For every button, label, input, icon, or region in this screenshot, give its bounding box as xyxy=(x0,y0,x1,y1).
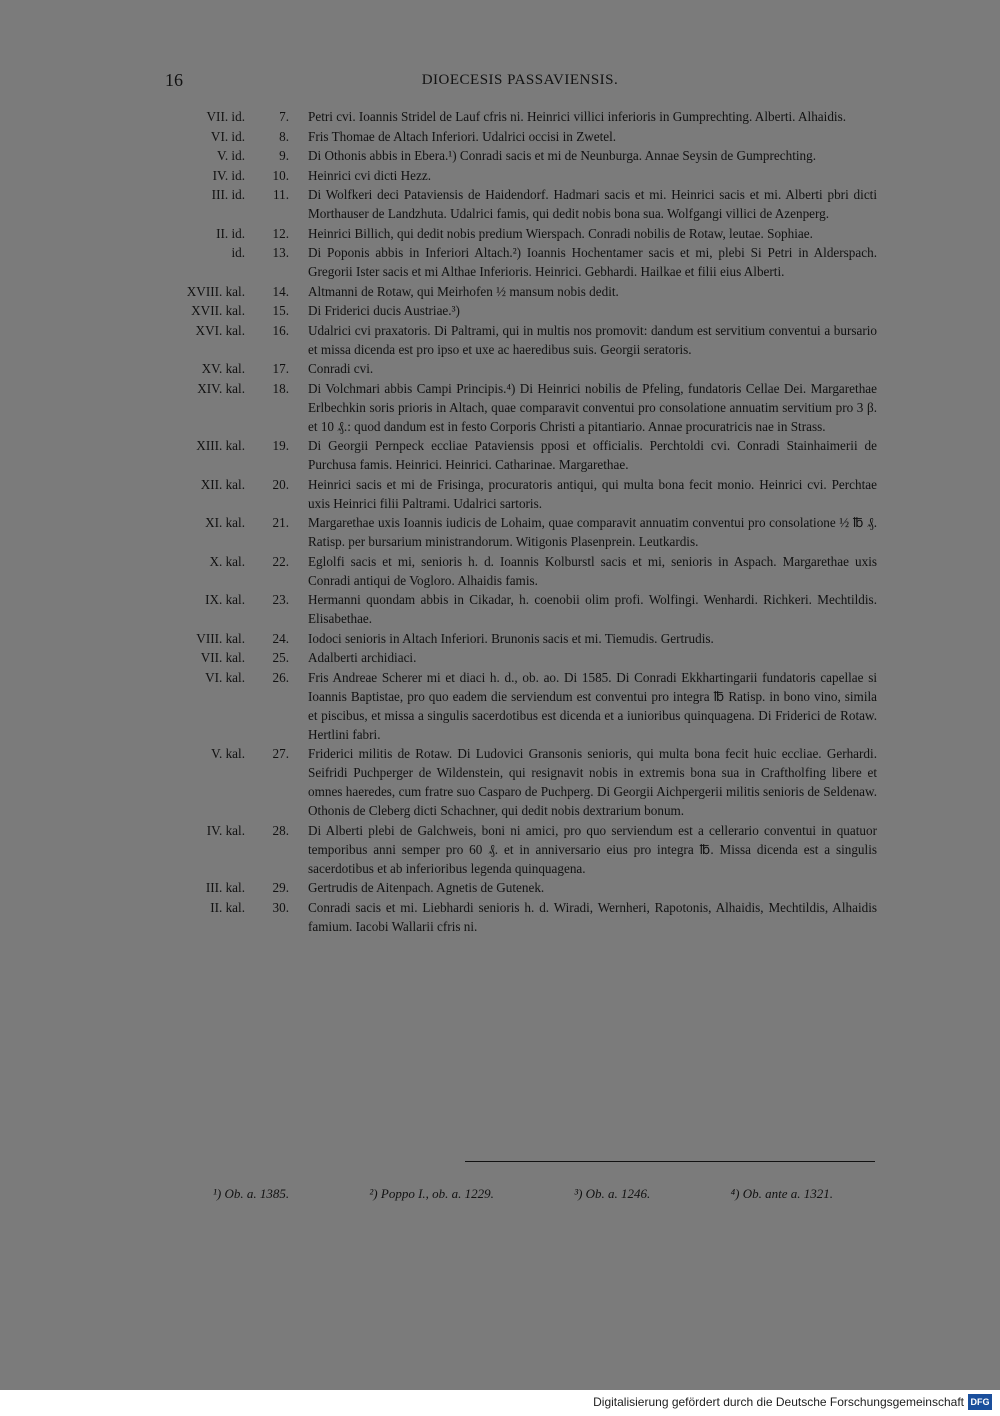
entry-roman-date: XI. kal. xyxy=(205,515,245,530)
entry-text: Fris Andreae Scherer mi et diaci h. d., ob. ao. Di 1585. Di Conradi Ekkhartingarii fundatoris capellae si Ioannis Baptistae, pro quo eadem die serviendum est conventui pro integra ℔ Ratisp. in bono vino, simila et piscibus, et missa a singulis sacerdotibus est dicenda et a iunioribus quinquagena. Di Friderici de Rotaw. Hertlini fabri. xyxy=(308,669,877,742)
entry-day-number: 25. xyxy=(272,650,289,665)
calendar-entry xyxy=(165,744,877,820)
calendar-entry xyxy=(165,146,877,165)
entry-day-number: 27. xyxy=(272,746,289,761)
calendar-entry xyxy=(165,224,877,243)
entry-roman-date: II. id. xyxy=(216,225,245,241)
calendar-entry xyxy=(165,301,877,320)
entry-day-number: 21. xyxy=(272,515,289,530)
entry-day-number: 29. xyxy=(272,880,289,895)
entry-text: Heinrici sacis et mi de Frisinga, procuratoris antiqui, qui multa bona fecit monio. Heinrici cvi. Perchtae uxis Heinrici filii Paltrami. Udalrici sartoris. xyxy=(308,476,877,511)
entry-roman-date: VII. id. xyxy=(206,109,245,124)
entry-roman-date: V. kal. xyxy=(211,746,245,761)
entry-text: Iodoci senioris in Altach Inferiori. Brunonis sacis et mi. Tiemudis. Gertrudis. xyxy=(308,630,714,646)
calendar-entry xyxy=(165,629,877,648)
entry-roman-date: id. xyxy=(231,245,245,260)
entry-text: Adalberti archidiaci. xyxy=(308,650,417,665)
entry-day-number: 16. xyxy=(272,322,289,338)
entry-roman-date: XVII. kal. xyxy=(191,303,245,318)
entry-text: Di Wolfkeri deci Pataviensis de Haidendorf. Hadmari sacis et mi. Heinrici sacis et mi. Alberti pbri dicti Morthauser de Landzhuta. Udalrici famis, qui dedit nobis bona sua. Wolfgangi villici de Azenperg. xyxy=(308,187,877,221)
footer-credit: Digitalisierung gefördert durch die Deutsche Forschungsgemeinschaft xyxy=(593,1395,964,1409)
entry-day-number: 26. xyxy=(272,669,289,685)
entry-roman-date: V. id. xyxy=(217,148,245,163)
calendar-entry xyxy=(165,552,877,590)
entry-day-number: 7. xyxy=(279,109,289,124)
entry-roman-date: IV. kal. xyxy=(206,822,245,838)
entry-roman-date: IX. kal. xyxy=(205,592,245,607)
entry-text: Gertrudis de Aitenpach. Agnetis de Gutenek. xyxy=(308,880,545,895)
entry-roman-date: X. kal. xyxy=(209,553,245,569)
entry-text: Udalrici cvi praxatoris. Di Paltrami, qui in multis nos promovit: dandum est servitium conventui a bursario et missa dicenda est pro ipso et uxe ac haeredibus suis. Georgii seratoris. xyxy=(308,322,877,357)
calendar-entry xyxy=(165,379,877,436)
calendar-entry xyxy=(165,243,877,281)
entry-text: Margarethae uxis Ioannis iudicis de Lohaim, quae comparavit annuatim conventui pro consolatione ½ ℔ ₰. Ratisp. per bursarium ministrandorum. Witigonis Plasenprein. Leutkardis. xyxy=(308,515,877,549)
entry-day-number: 15. xyxy=(272,303,289,318)
calendar-entry xyxy=(165,898,877,936)
dfg-logo: DFG xyxy=(968,1394,992,1410)
entry-roman-date: XV. kal. xyxy=(201,361,245,376)
page-header xyxy=(165,70,875,98)
entry-day-number: 10. xyxy=(272,167,289,183)
calendar-entry xyxy=(165,648,877,667)
entry-text: Di Alberti plebi de Galchweis, boni ni amici, pro quo serviendum est a cellerario conventui in quatuor temporibus anni semper pro 60 ₰. et in anniversario eius pro integra ℔. Missa dicenda est a singulis sacerdotibus et ab inferioribus legenda quinquagena. xyxy=(308,822,877,876)
calendar-entry xyxy=(165,185,877,223)
entry-text: Altmanni de Rotaw, qui Meirhofen ½ mansum nobis dedit. xyxy=(308,283,619,299)
footnote-4: ⁴) Ob. ante a. 1321. xyxy=(730,1186,833,1201)
calendar-entry xyxy=(165,878,877,897)
calendar-entries xyxy=(165,107,877,936)
page-number: 16 xyxy=(165,70,183,90)
entry-day-number: 17. xyxy=(272,361,289,376)
entry-day-number: 24. xyxy=(272,630,289,646)
entry-day-number: 30. xyxy=(272,899,289,915)
entry-text: Heinrici cvi dicti Hezz. xyxy=(308,167,432,183)
entry-roman-date: III. id. xyxy=(211,187,245,202)
entry-text: Friderici militis de Rotaw. Di Ludovici Gransonis senioris, qui multa bona fecit huic eccliae. Gerhardi. Seifridi Puchperger de Wildenstein, qui resignavit nobis in extremis bona sua in Craftholfing libere et omnes haeredes, cum fratre suo Casparo de Puchperg. Di Georgii Aichpergerii militis senioris de Seldenaw. Othonis de Cleberg dicti Schachner, qui dedit nobis dextrarium bonum. xyxy=(308,746,877,818)
entry-day-number: 13. xyxy=(272,245,289,260)
entry-text: Di Poponis abbis in Inferiori Altach.²) Ioannis Hochentamer sacis et mi, plebi Si Petri in Alderspach. Gregorii Ister sacis et mi Althae Inferioris. Heinrici. Gebhardi. Hailkae et filii eius Alberti. xyxy=(308,245,877,279)
entry-text: Di Georgii Pernpeck eccliae Pataviensis pposi et officialis. Perchtoldi cvi. Conradi Stainhaimerii de Purchusa famis. Heinrici. Heinrici. Catharinae. Margarethae. xyxy=(308,438,877,472)
entry-day-number: 8. xyxy=(279,128,289,144)
entry-roman-date: XVIII. kal. xyxy=(186,283,245,299)
entry-day-number: 12. xyxy=(272,225,289,241)
calendar-entry xyxy=(165,127,877,146)
entry-text: Conradi cvi. xyxy=(308,361,374,376)
entry-roman-date: XII. kal. xyxy=(200,476,245,492)
entry-text: Di Friderici ducis Austriae.³) xyxy=(308,303,460,318)
footnote-3: ³) Ob. a. 1246. xyxy=(574,1186,651,1201)
entry-day-number: 11. xyxy=(273,187,289,202)
entry-text: Di Othonis abbis in Ebera.¹) Conradi sacis et mi de Neunburga. Annae Seysin de Gumprechting. xyxy=(308,148,817,163)
calendar-entry xyxy=(165,107,877,126)
footnote-2: ²) Poppo I., ob. a. 1229. xyxy=(369,1186,494,1201)
calendar-entry xyxy=(165,668,877,744)
entry-text: Fris Thomae de Altach Inferiori. Udalrici occisi in Zwetel. xyxy=(308,128,617,144)
entry-roman-date: XVI. kal. xyxy=(195,322,245,338)
footer-bar xyxy=(0,1390,1000,1416)
entry-roman-date: XIV. kal. xyxy=(197,380,245,396)
calendar-entry xyxy=(165,359,877,378)
entry-day-number: 20. xyxy=(272,476,289,492)
footnote-1: ¹) Ob. a. 1385. xyxy=(213,1186,290,1201)
entry-text: Di Volchmari abbis Campi Principis.⁴) Di Heinrici nobilis de Pfeling, fundatoris Cellae Dei. Margarethae Erlbechkin soris prioris in Altach, quae comparavit conventui pro consolatione annuatim servitium pro 3 β. et 10 ₰.: quod dandum est in festo Corporis Christi a pitantiario. Annae procuratricis nae in Strass. xyxy=(308,380,877,434)
entry-roman-date: VII. kal. xyxy=(200,650,245,665)
calendar-entry xyxy=(165,282,877,301)
entry-roman-date: VI. kal. xyxy=(205,669,245,685)
entry-roman-date: VIII. kal. xyxy=(196,630,245,646)
entry-day-number: 23. xyxy=(272,592,289,607)
calendar-entry xyxy=(165,513,877,551)
entry-day-number: 22. xyxy=(272,553,289,569)
entry-day-number: 14. xyxy=(272,283,289,299)
calendar-entry xyxy=(165,475,877,513)
footnotes xyxy=(213,1186,833,1202)
entry-text: Petri cvi. Ioannis Stridel de Lauf cfris ni. Heinrici villici inferioris in Gumprechting. Alberti. Alhaidis. xyxy=(308,109,847,124)
entry-text: Conradi sacis et mi. Liebhardi senioris h. d. Wiradi, Wernheri, Rapotonis, Alhaidis, Mechtildis, Alhaidis famium. Iacobi Wallarii cfris ni. xyxy=(308,899,877,934)
entry-day-number: 28. xyxy=(272,822,289,838)
calendar-entry xyxy=(165,436,877,474)
entry-roman-date: XIII. kal. xyxy=(196,438,245,453)
entry-day-number: 19. xyxy=(272,438,289,453)
entry-text: Hermanni quondam abbis in Cikadar, h. coenobii olim profi. Wolfingi. Wenhardi. Richkeri. Mechtildis. Elisabethae. xyxy=(308,592,877,626)
entry-roman-date: IV. id. xyxy=(212,167,245,183)
running-title: DIOECESIS PASSAVIENSIS. xyxy=(421,72,619,88)
entry-roman-date: III. kal. xyxy=(205,880,245,895)
footnote-divider xyxy=(465,1161,875,1162)
calendar-entry xyxy=(165,166,877,185)
entry-text: Eglolfi sacis et mi, senioris h. d. Ioannis Kolburstl sacis et mi, senioris in Aspach. Margarethae uxis Conradi antiqui de Vogloro. Alhaidis famis. xyxy=(308,553,877,588)
calendar-entry xyxy=(165,821,877,878)
entry-roman-date: VI. id. xyxy=(210,128,245,144)
calendar-entry xyxy=(165,321,877,359)
entry-roman-date: II. kal. xyxy=(210,899,245,915)
entry-day-number: 9. xyxy=(279,148,289,163)
entry-text: Heinrici Billich, qui dedit nobis predium Wierspach. Conradi nobilis de Rotaw, leutae. Sophiae. xyxy=(308,225,813,241)
calendar-entry xyxy=(165,590,877,628)
entry-day-number: 18. xyxy=(272,380,289,396)
